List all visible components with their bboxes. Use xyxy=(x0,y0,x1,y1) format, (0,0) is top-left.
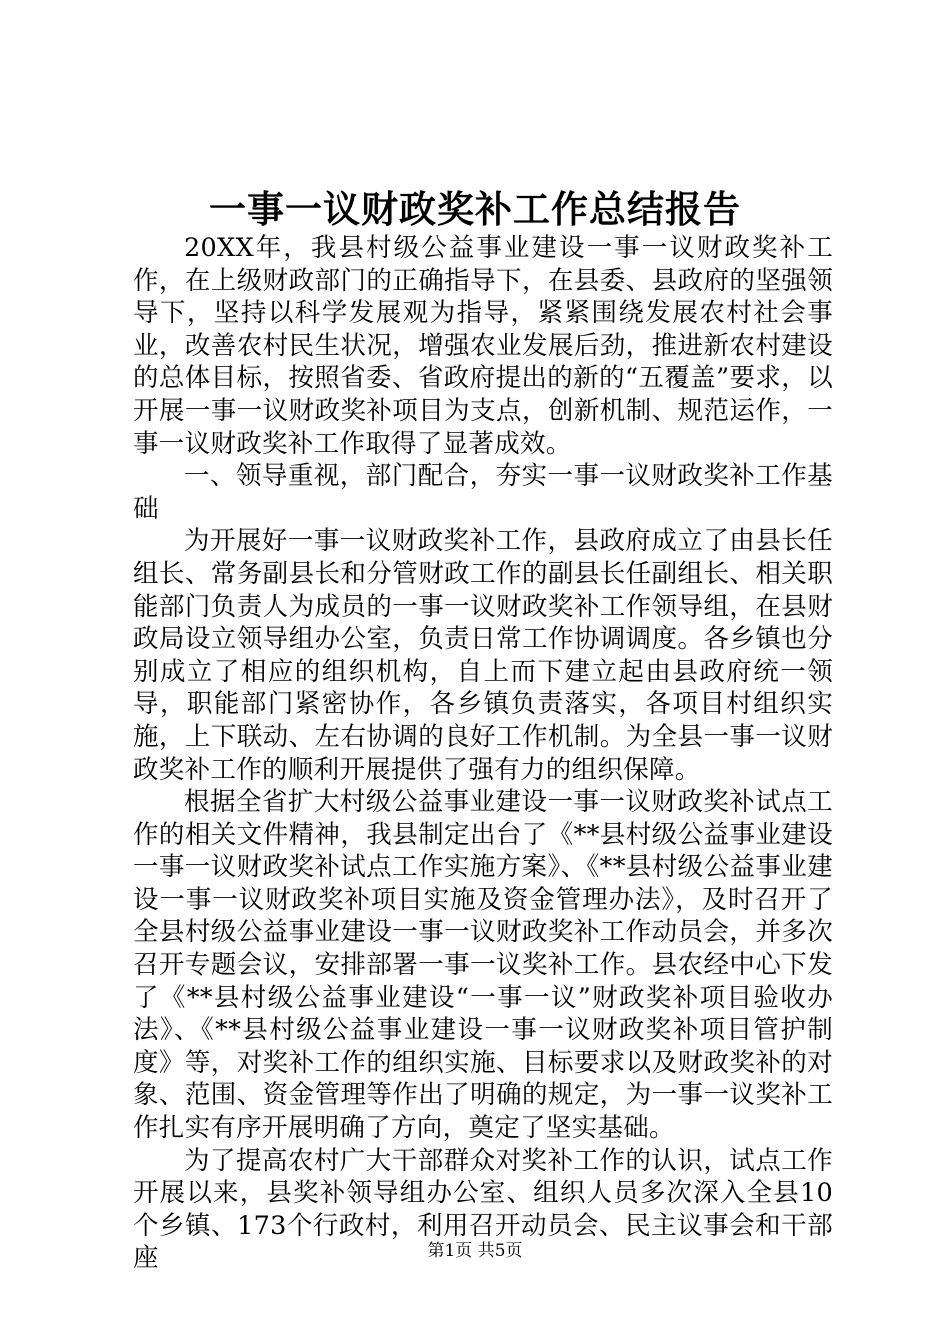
paragraph-awareness: 为了提高农村广大干部群众对奖补工作的认识，试点工作开展以来，县奖补领导组办公室、组织人员多次深入全县10个乡镇、173个行政村，利用召开动员会、民主议事会和干部座 xyxy=(133,1145,833,1274)
page-number: 第1页 共5页 xyxy=(427,1241,523,1261)
paragraph-organization: 为开展好一事一议财政奖补工作，县政府成立了由县长任组长、常务副县长和分管财政工作的副县长任副组长、相关职能部门负责人为成员的一事一议财政奖补工作领导组，在县财政局设立领导组办公室，负责日常工作协调调度。各乡镇也分别成立了相应的组织机构，自上而下建立起由县政府统一领导，职能部门紧密协作，各乡镇负责落实，各项目村组织实施，上下联动、左右协调的良好工作机制。为全县一事一议财政奖补工作的顺利开展提供了强有力的组织保障。 xyxy=(133,526,833,785)
paragraph-policy: 根据全省扩大村级公益事业建设一事一议财政奖补试点工作的相关文件精神，我县制定出台了《**县村级公益事业建设一事一议财政奖补试点工作实施方案》、《**县村级公益事业建设一事一议财政奖补项目实施及资金管理办法》，及时召开了全县村级公益事业建设一事一议财政奖补工作动员会，并多次召开专题会议，安排部署一事一议奖补工作。县农经中心下发了《**县村级公益事业建设“一事一议”财政奖补项目验收办法》、《**县村级公益事业建设一事一议财政奖补项目管护制度》等，对奖补工作的组织实施、目标要求以及财政奖补的对象、范围、资金管理等作出了明确的规定，为一事一议奖补工作扎实有序开展明确了方向，奠定了坚实基础。 xyxy=(133,787,833,1144)
document-body xyxy=(133,232,833,1275)
paragraph-intro: 20XX年，我县村级公益事业建设一事一议财政奖补工作，在上级财政部门的正确指导下，在县委、县政府的坚强领导下，坚持以科学发展观为指导，紧紧围绕发展农村社会事业，改善农村民生状况，增强农业发展后劲，推进新农村建设的总体目标，按照省委、省政府提出的新的“五覆盖”要求，以开展一事一议财政奖补项目为支点，创新机制、规范运作，一事一议财政奖补工作取得了显著成效。 xyxy=(133,233,833,459)
section-heading-1: 一、领导重视，部门配合，夯实一事一议财政奖补工作基础 xyxy=(133,461,833,524)
document-title: 一事一议财政奖补工作总结报告 xyxy=(209,187,741,231)
